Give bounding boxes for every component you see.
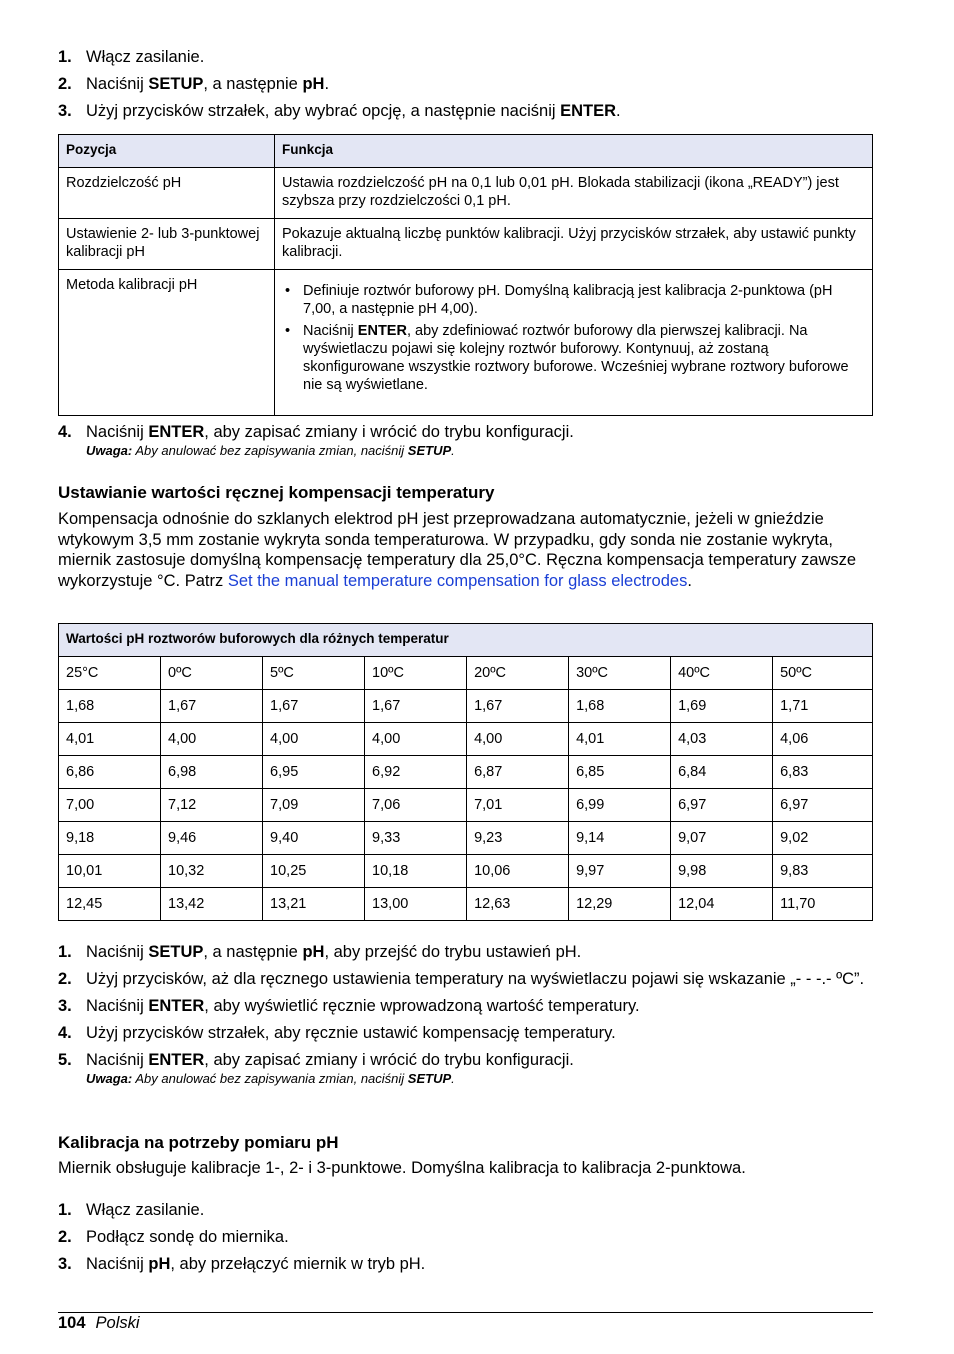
table-cell: 9,97: [569, 855, 671, 888]
table-cell: 9,83: [773, 855, 873, 888]
table-cell: 6,99: [569, 789, 671, 822]
table-cell: 7,06: [365, 789, 467, 822]
table-row: [59, 270, 873, 416]
list-item: 1. Włącz zasilanie.: [58, 1201, 205, 1219]
list-item: 2. Podłącz sondę do miernika.: [58, 1228, 289, 1246]
table-cell: 6,95: [263, 756, 365, 789]
table-header: 25°C: [59, 657, 161, 690]
table-cell: Metoda kalibracji pH: [59, 270, 275, 416]
table-cell: 11,70: [773, 888, 873, 921]
table-cell: 7,09: [263, 789, 365, 822]
table-cell: 9,14: [569, 822, 671, 855]
table-cell: 7,01: [467, 789, 569, 822]
table-cell: 9,98: [671, 855, 773, 888]
page-footer: [58, 1312, 873, 1333]
steps-list-c: [58, 1200, 873, 1274]
list-item: 3. Naciśnij pH, aby przełączyć miernik w tryb pH.: [58, 1255, 426, 1273]
table-header: Funkcja: [275, 135, 873, 168]
list-item: 4. Użyj przycisków strzałek, aby ręcznie ustawić kompensację temperatury.: [58, 1024, 616, 1042]
list-item: 3. Użyj przycisków strzałek, aby wybrać opcję, a następnie naciśnij ENTER.: [58, 102, 621, 120]
table-row: [59, 690, 873, 723]
list-item: 5. Naciśnij ENTER, aby zapisać zmiany i wrócić do trybu konfiguracji. Uwaga: Aby anulować bez zapisywania zmian, naciśnij SETUP.: [58, 1050, 873, 1087]
buffer-ph-table: [58, 623, 873, 921]
cross-reference-link[interactable]: Set the manual temperature compensation for glass electrodes: [227, 571, 688, 590]
table-cell: 1,69: [671, 690, 773, 723]
table-cell: 1,71: [773, 690, 873, 723]
table-cell: 9,23: [467, 822, 569, 855]
table-cell: 6,97: [773, 789, 873, 822]
table-cell: 4,00: [365, 723, 467, 756]
table-cell: Ustawienie 2- lub 3-punktowej kalibracji pH: [59, 219, 275, 270]
table-cell: 6,92: [365, 756, 467, 789]
table-cell: 7,00: [59, 789, 161, 822]
table-header: 0ºC: [161, 657, 263, 690]
list-item: • Definiuje roztwór buforowy pH. Domyślną kalibracją jest kalibracja 2-punktowa (pH 7,00, a następnie pH 4,00).: [282, 282, 865, 318]
section-heading: Kalibracja na potrzeby pomiaru pH: [58, 1133, 339, 1152]
table-cell: 1,67: [365, 690, 467, 723]
table-cell: 6,97: [671, 789, 773, 822]
table-cell: 6,84: [671, 756, 773, 789]
table-cell: 1,67: [161, 690, 263, 723]
table-cell: 9,46: [161, 822, 263, 855]
table-header: 5ºC: [263, 657, 365, 690]
table-cell: 10,32: [161, 855, 263, 888]
table-cell: 4,01: [59, 723, 161, 756]
footer-language: Polski: [95, 1314, 140, 1332]
table-cell: 10,18: [365, 855, 467, 888]
steps-list-b: [58, 942, 873, 1087]
table-cell: 4,03: [671, 723, 773, 756]
table-header: 10ºC: [365, 657, 467, 690]
table-row: [59, 822, 873, 855]
table-row: [59, 888, 873, 921]
table-cell: 6,86: [59, 756, 161, 789]
list-item: 2. Naciśnij SETUP, a następnie pH.: [58, 75, 330, 93]
table-cell: 10,06: [467, 855, 569, 888]
bullet-list: [282, 282, 865, 394]
steps-list-a: [58, 47, 873, 121]
table-cell: 12,63: [467, 888, 569, 921]
list-item: 1. Naciśnij SETUP, a następnie pH, aby przejść do trybu ustawień pH.: [58, 943, 582, 961]
section-paragraph: Miernik obsługuje kalibracje 1-, 2- i 3-punktowe. Domyślna kalibracja to kalibracja 2-punktowa.: [58, 1159, 746, 1177]
table-cell: 12,04: [671, 888, 773, 921]
table-cell: 6,98: [161, 756, 263, 789]
table-header: 30ºC: [569, 657, 671, 690]
table-cell: 4,00: [467, 723, 569, 756]
table-cell: 13,00: [365, 888, 467, 921]
table-cell: Ustawia rozdzielczość pH na 0,1 lub 0,01 pH. Blokada stabilizacji (ikona „READY”) jest szybsza przy rozdzielczości 0,1 pH.: [275, 168, 873, 219]
table-header-row: [59, 657, 873, 690]
table-cell: 1,68: [569, 690, 671, 723]
table-row: [59, 789, 873, 822]
table-cell: 9,40: [263, 822, 365, 855]
table-header-row: [59, 135, 873, 168]
section-heading: Ustawianie wartości ręcznej kompensacji temperatury: [58, 483, 495, 502]
table-header: Pozycja: [59, 135, 275, 168]
table-row: [59, 756, 873, 789]
note: Uwaga: Aby anulować bez zapisywania zmian, naciśnij SETUP.: [86, 443, 455, 458]
table-row: [59, 723, 873, 756]
table-cell: Pokazuje aktualną liczbę punktów kalibracji. Użyj przycisków strzałek, aby ustawić punkty kalibracji.: [275, 219, 873, 270]
table-cell: 13,21: [263, 888, 365, 921]
table-row: [59, 219, 873, 270]
table-cell: 6,83: [773, 756, 873, 789]
table-cell: 4,01: [569, 723, 671, 756]
table-cell: 4,00: [161, 723, 263, 756]
table-header: 40ºC: [671, 657, 773, 690]
table-cell: 1,67: [467, 690, 569, 723]
list-item: 3. Naciśnij ENTER, aby wyświetlić ręcznie wprowadzoną wartość temperatury.: [58, 997, 640, 1015]
settings-table: [58, 134, 873, 416]
table-title-row: [59, 624, 873, 657]
table-row: [59, 855, 873, 888]
table-cell: 9,02: [773, 822, 873, 855]
table-title: Wartości pH roztworów buforowych dla różnych temperatur: [59, 624, 873, 657]
table-body: [59, 690, 873, 921]
table-cell: 7,12: [161, 789, 263, 822]
list-item: 4. Naciśnij ENTER, aby zapisać zmiany i wrócić do trybu konfiguracji. Uwaga: Aby anulować bez zapisywania zmian, naciśnij SETUP.: [58, 422, 873, 459]
table-header: 20ºC: [467, 657, 569, 690]
table-row: [59, 168, 873, 219]
table-cell: 9,07: [671, 822, 773, 855]
table-cell: 1,68: [59, 690, 161, 723]
page-number: 104: [58, 1314, 86, 1332]
table-cell: 12,29: [569, 888, 671, 921]
table-cell: 13,42: [161, 888, 263, 921]
table-cell: 10,25: [263, 855, 365, 888]
table-cell: 12,45: [59, 888, 161, 921]
table-cell: 9,33: [365, 822, 467, 855]
table-cell: Rozdzielczość pH: [59, 168, 275, 219]
note: Uwaga: Aby anulować bez zapisywania zmian, naciśnij SETUP.: [86, 1071, 455, 1086]
list-item: 2. Użyj przycisków, aż dla ręcznego ustawienia temperatury na wyświetlaczu pojawi się wskazanie „- - -.- ºC”.: [58, 970, 865, 988]
table-cell: 1,67: [263, 690, 365, 723]
table-cell: 9,18: [59, 822, 161, 855]
list-item: 1. Włącz zasilanie.: [58, 48, 205, 66]
table-cell: [275, 270, 873, 416]
section-paragraph: Kompensacja odnośnie do szklanych elektrod pH jest przeprowadzana automatycznie, jeżeli w gnieździe wtykowym 3,5 mm zostanie wykryta sonda temperaturowa. W przypadku, gdy sonda nie zostanie wykryta, miernik zastosuje domyślną kompensację temperatury dla 25,0°C. Ręczna kompensacja temperatury zawsze wykorzystuje °C. Patrz Set the manual temperature compensation for glass electrodes.: [58, 510, 857, 590]
table-cell: 4,00: [263, 723, 365, 756]
table-cell: 6,87: [467, 756, 569, 789]
table-header: 50ºC: [773, 657, 873, 690]
table-cell: 4,06: [773, 723, 873, 756]
table-cell: 10,01: [59, 855, 161, 888]
list-item: • Naciśnij ENTER, aby zdefiniować roztwór buforowy dla pierwszej kalibracji. Na wyświetlaczu pojawi się kolejny roztwór buforowy. Kontynuuj, aż zostaną skonfigurowane wszystkie roztwory buforowe. Wcześniej wybrane roztwory buforowe nie są wyświetlane.: [282, 322, 865, 394]
steps-list-a-continued: [58, 422, 873, 459]
table-cell: 6,85: [569, 756, 671, 789]
